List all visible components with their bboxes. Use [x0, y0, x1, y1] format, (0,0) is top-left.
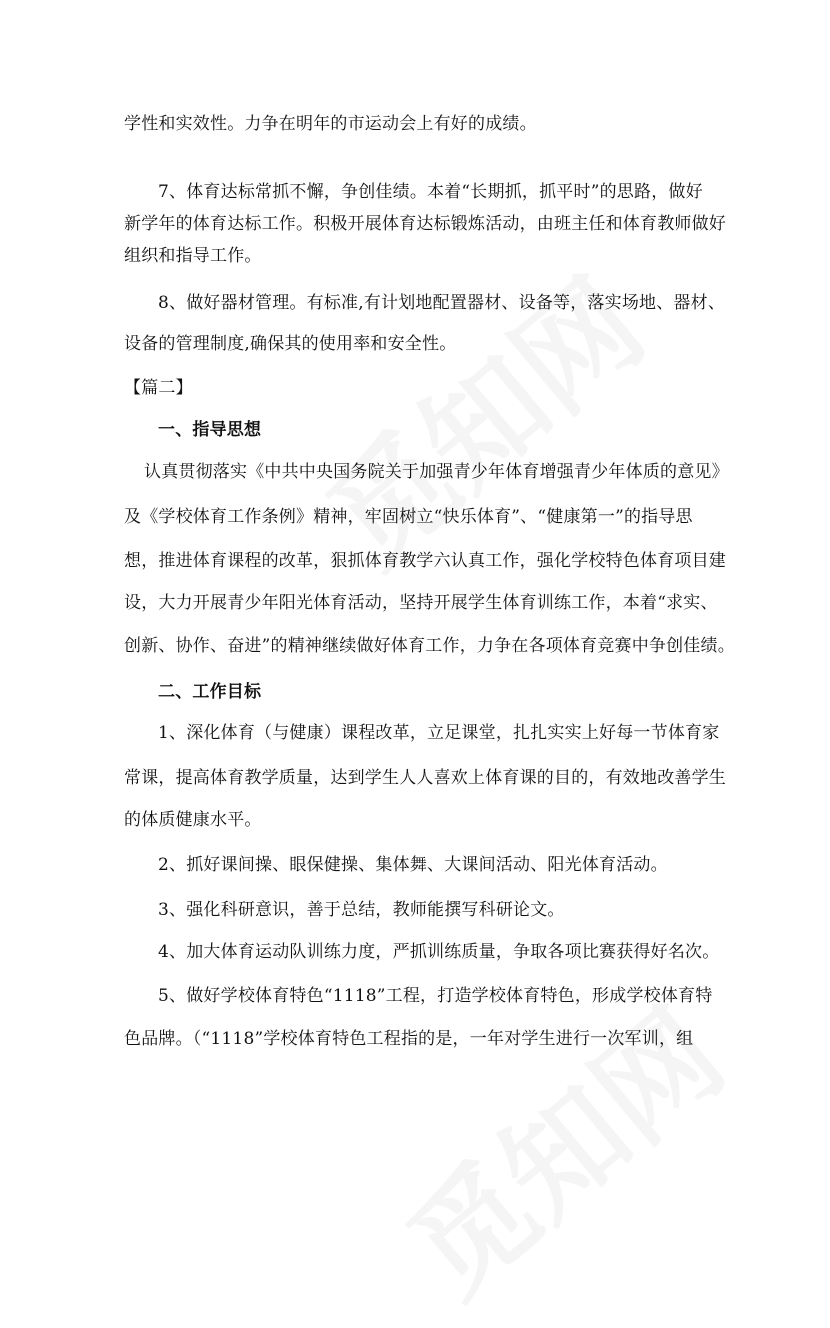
text-line: 2、抓好课间操、眼保健操、集体舞、大课间活动、阳光体育活动。: [158, 855, 668, 875]
text-line: 设，大力开展青少年阳光体育活动，坚持开展学生体育训练工作，本着“求实、: [124, 593, 718, 613]
text-line: 创新、协作、奋进”的精神继续做好体育工作，力争在各项体育竞赛中争创佳绩。: [124, 636, 735, 656]
text-line: 1、深化体育（与健康）课程改革，立足课堂，扎扎实实上好每一节体育家: [158, 723, 720, 743]
text-line: 设备的管理制度,确保其的使用率和安全性。: [124, 334, 457, 354]
text-line: 3、强化科研意识，善于总结，教师能撰写科研论文。: [158, 900, 565, 920]
text-line: 想，推进体育课程的改革，狠抓体育教学六认真工作，强化学校特色体育项目建: [124, 551, 726, 571]
text-line: 常课，提高体育教学质量，达到学生人人喜欢上体育课的目的，有效地改善学生: [124, 768, 726, 788]
text-line: 认真贯彻落实《中共中央国务院关于加强青少年体育增强青少年体质的意见》: [144, 462, 729, 482]
text-line: 5、做好学校体育特色“1118”工程，打造学校体育特色，形成学校体育特: [158, 986, 713, 1006]
watermark: [287, 234, 673, 597]
watermark-bottom: [367, 964, 753, 1327]
text-line: 色品牌。（“1118”学校体育特色工程指的是，一年对学生进行一次军训，组: [124, 1029, 694, 1049]
text-line: 组织和指导工作。: [124, 246, 262, 266]
text-line: 7、体育达标常抓不懈，争创佳绩。本着“长期抓，抓平时”的思路，做好: [158, 182, 703, 202]
text-line: 新学年的体育达标工作。积极开展体育达标锻炼活动，由班主任和体育教师做好: [124, 214, 726, 234]
subsection-heading: 一、指导思想: [158, 420, 262, 440]
text-line: 及《学校体育工作条例》精神，牢固树立“快乐体育”、“健康第一”的指导思: [124, 507, 693, 527]
text-line: 学性和实效性。力争在明年的市运动会上有好的成绩。: [124, 114, 537, 134]
text-line: 8、做好器材管理。有标准,有计划地配置器材、设备等，落实场地、器材、: [158, 293, 726, 313]
subsection-heading: 二、工作目标: [158, 682, 262, 702]
text-line: 4、加大体育运动队训练力度，严抓训练质量，争取各项比赛获得好名次。: [158, 942, 720, 962]
section-heading: 【篇二】: [124, 378, 193, 398]
text-line: 的体质健康水平。: [124, 810, 262, 830]
